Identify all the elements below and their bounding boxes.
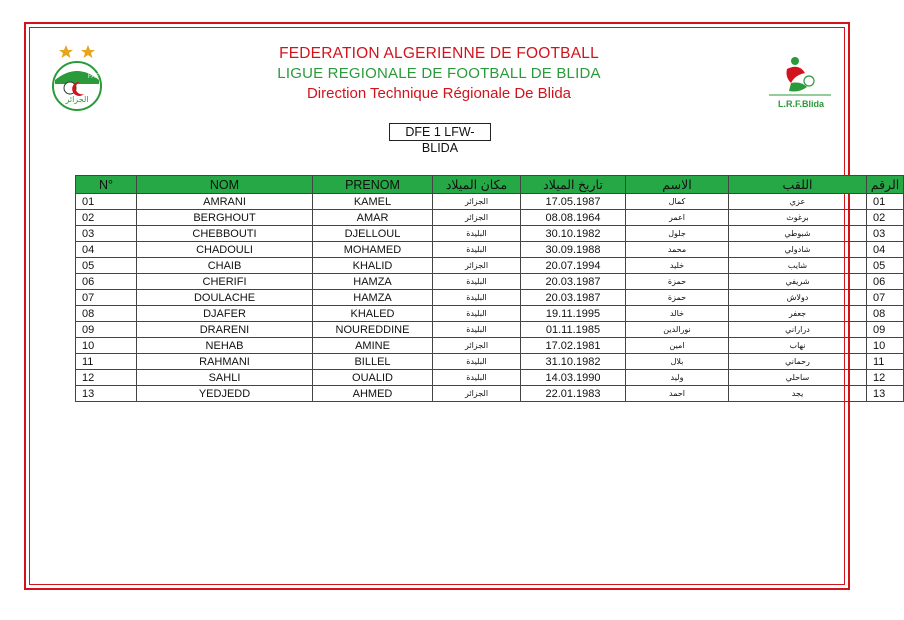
cell-nom: BERGHOUT <box>137 210 313 226</box>
table-header-row <box>76 176 904 194</box>
cell-lieu: الجزائر <box>433 338 521 354</box>
cell-n: 01 <box>76 194 137 210</box>
cell-ism: اعمر <box>626 210 729 226</box>
cell-laqab: عزي <box>729 194 867 210</box>
table-row <box>76 290 904 306</box>
cell-lieu: الجزائر <box>433 194 521 210</box>
direction-title: Direction Technique Régionale De Blida <box>306 85 572 102</box>
cell-ism: حمزة <box>626 274 729 290</box>
lrf-blida-logo <box>765 55 835 111</box>
cell-raqm: 07 <box>867 290 904 306</box>
cell-laqab: شريفي <box>729 274 867 290</box>
cell-prenom: KHALED <box>313 306 433 322</box>
cell-lieu: البليدة <box>433 242 521 258</box>
cell-n: 10 <box>76 338 137 354</box>
cell-prenom: AHMED <box>313 386 433 402</box>
cell-date: 22.01.1983 <box>521 386 626 402</box>
cell-ism: محمد <box>626 242 729 258</box>
cell-laqab: نهاب <box>729 338 867 354</box>
cell-nom: CHERIFI <box>137 274 313 290</box>
column-header: الرقم <box>867 176 904 194</box>
cell-n: 13 <box>76 386 137 402</box>
faf-caption: الجزائر <box>65 95 89 104</box>
cell-raqm: 12 <box>867 370 904 386</box>
cell-prenom: BILLEL <box>313 354 433 370</box>
cell-lieu: الجزائر <box>433 210 521 226</box>
cell-ism: احمد <box>626 386 729 402</box>
cell-nom: CHEBBOUTI <box>137 226 313 242</box>
cell-lieu: البليدة <box>433 322 521 338</box>
cell-prenom: HAMZA <box>313 274 433 290</box>
league-title: LIGUE REGIONALE DE FOOTBALL DE BLIDA <box>277 65 601 82</box>
cell-nom: SAHLI <box>137 370 313 386</box>
cell-nom: YEDJEDD <box>137 386 313 402</box>
cell-prenom: KHALID <box>313 258 433 274</box>
cell-date: 14.03.1990 <box>521 370 626 386</box>
cell-date: 19.11.1995 <box>521 306 626 322</box>
cell-laqab: شبوطي <box>729 226 867 242</box>
player-roster-table <box>75 175 904 402</box>
cell-nom: AMRANI <box>137 194 313 210</box>
cell-nom: DJAFER <box>137 306 313 322</box>
cell-ism: وليد <box>626 370 729 386</box>
cell-lieu: البليدة <box>433 274 521 290</box>
cell-prenom: NOUREDDINE <box>313 322 433 338</box>
table-row <box>76 194 904 210</box>
cell-n: 03 <box>76 226 137 242</box>
cell-nom: DOULACHE <box>137 290 313 306</box>
cell-prenom: HAMZA <box>313 290 433 306</box>
table-row <box>76 274 904 290</box>
cell-n: 09 <box>76 322 137 338</box>
table-row <box>76 258 904 274</box>
lrf-caption: L.R.F.Blida <box>777 99 825 109</box>
federation-title: FEDERATION ALGERIENNE DE FOOTBALL <box>279 45 599 62</box>
table-row <box>76 354 904 370</box>
cell-n: 06 <box>76 274 137 290</box>
cell-raqm: 05 <box>867 258 904 274</box>
cell-date: 20.03.1987 <box>521 274 626 290</box>
table-row <box>76 226 904 242</box>
table-row <box>76 338 904 354</box>
cell-n: 07 <box>76 290 137 306</box>
cell-n: 12 <box>76 370 137 386</box>
cell-raqm: 11 <box>867 354 904 370</box>
cell-ism: حمزة <box>626 290 729 306</box>
column-header: N° <box>76 176 137 194</box>
column-header: NOM <box>137 176 313 194</box>
cell-date: 30.10.1982 <box>521 226 626 242</box>
cell-n: 08 <box>76 306 137 322</box>
cell-lieu: البليدة <box>433 306 521 322</box>
cell-date: 30.09.1988 <box>521 242 626 258</box>
cell-nom: RAHMANI <box>137 354 313 370</box>
cell-laqab: جعفر <box>729 306 867 322</box>
cell-raqm: 02 <box>867 210 904 226</box>
cell-laqab: دراراني <box>729 322 867 338</box>
cell-prenom: AMAR <box>313 210 433 226</box>
cell-ism: امين <box>626 338 729 354</box>
cell-nom: NEHAB <box>137 338 313 354</box>
cell-laqab: شادولي <box>729 242 867 258</box>
cell-ism: بلال <box>626 354 729 370</box>
column-header: مكان الميلاد <box>433 176 521 194</box>
cell-n: 05 <box>76 258 137 274</box>
cell-raqm: 06 <box>867 274 904 290</box>
cell-date: 20.07.1994 <box>521 258 626 274</box>
cell-lieu: البليدة <box>433 370 521 386</box>
column-header: اللقب <box>729 176 867 194</box>
cell-laqab: ساحلي <box>729 370 867 386</box>
cell-ism: كمال <box>626 194 729 210</box>
cell-date: 31.10.1982 <box>521 354 626 370</box>
cell-laqab: رحماني <box>729 354 867 370</box>
cell-prenom: MOHAMED <box>313 242 433 258</box>
cell-lieu: البليدة <box>433 354 521 370</box>
cell-raqm: 09 <box>867 322 904 338</box>
column-header: الاسم <box>626 176 729 194</box>
cell-raqm: 03 <box>867 226 904 242</box>
cell-lieu: الجزائر <box>433 386 521 402</box>
cell-lieu: البليدة <box>433 290 521 306</box>
cell-date: 17.05.1987 <box>521 194 626 210</box>
cell-ism: نورالدين <box>626 322 729 338</box>
cell-laqab: يجد <box>729 386 867 402</box>
cell-laqab: برغوث <box>729 210 867 226</box>
cell-prenom: KAMEL <box>313 194 433 210</box>
cell-date: 01.11.1985 <box>521 322 626 338</box>
cell-n: 04 <box>76 242 137 258</box>
table-row <box>76 322 904 338</box>
cell-raqm: 13 <box>867 386 904 402</box>
table-row <box>76 306 904 322</box>
cell-date: 08.08.1964 <box>521 210 626 226</box>
cell-laqab: شايب <box>729 258 867 274</box>
cell-laqab: دولاش <box>729 290 867 306</box>
table-row <box>76 210 904 226</box>
cell-raqm: 01 <box>867 194 904 210</box>
cell-n: 02 <box>76 210 137 226</box>
cell-prenom: OUALID <box>313 370 433 386</box>
table-row <box>76 242 904 258</box>
cell-nom: CHAIB <box>137 258 313 274</box>
table-row <box>76 386 904 402</box>
cell-n: 11 <box>76 354 137 370</box>
cell-ism: خالد <box>626 306 729 322</box>
cell-raqm: 08 <box>867 306 904 322</box>
cell-ism: جلول <box>626 226 729 242</box>
table-row <box>76 370 904 386</box>
team-category-label: DFE 1 LFW- BLIDA <box>389 123 491 141</box>
cell-date: 20.03.1987 <box>521 290 626 306</box>
cell-raqm: 10 <box>867 338 904 354</box>
cell-nom: DRARENI <box>137 322 313 338</box>
cell-date: 17.02.1981 <box>521 338 626 354</box>
faf-badge: FAF <box>88 74 100 80</box>
cell-prenom: AMINE <box>313 338 433 354</box>
cell-prenom: DJELLOUL <box>313 226 433 242</box>
column-header: تاريخ الميلاد <box>521 176 626 194</box>
cell-lieu: الجزائر <box>433 258 521 274</box>
cell-lieu: البليدة <box>433 226 521 242</box>
column-header: PRENOM <box>313 176 433 194</box>
cell-nom: CHADOULI <box>137 242 313 258</box>
cell-raqm: 04 <box>867 242 904 258</box>
cell-ism: خليد <box>626 258 729 274</box>
